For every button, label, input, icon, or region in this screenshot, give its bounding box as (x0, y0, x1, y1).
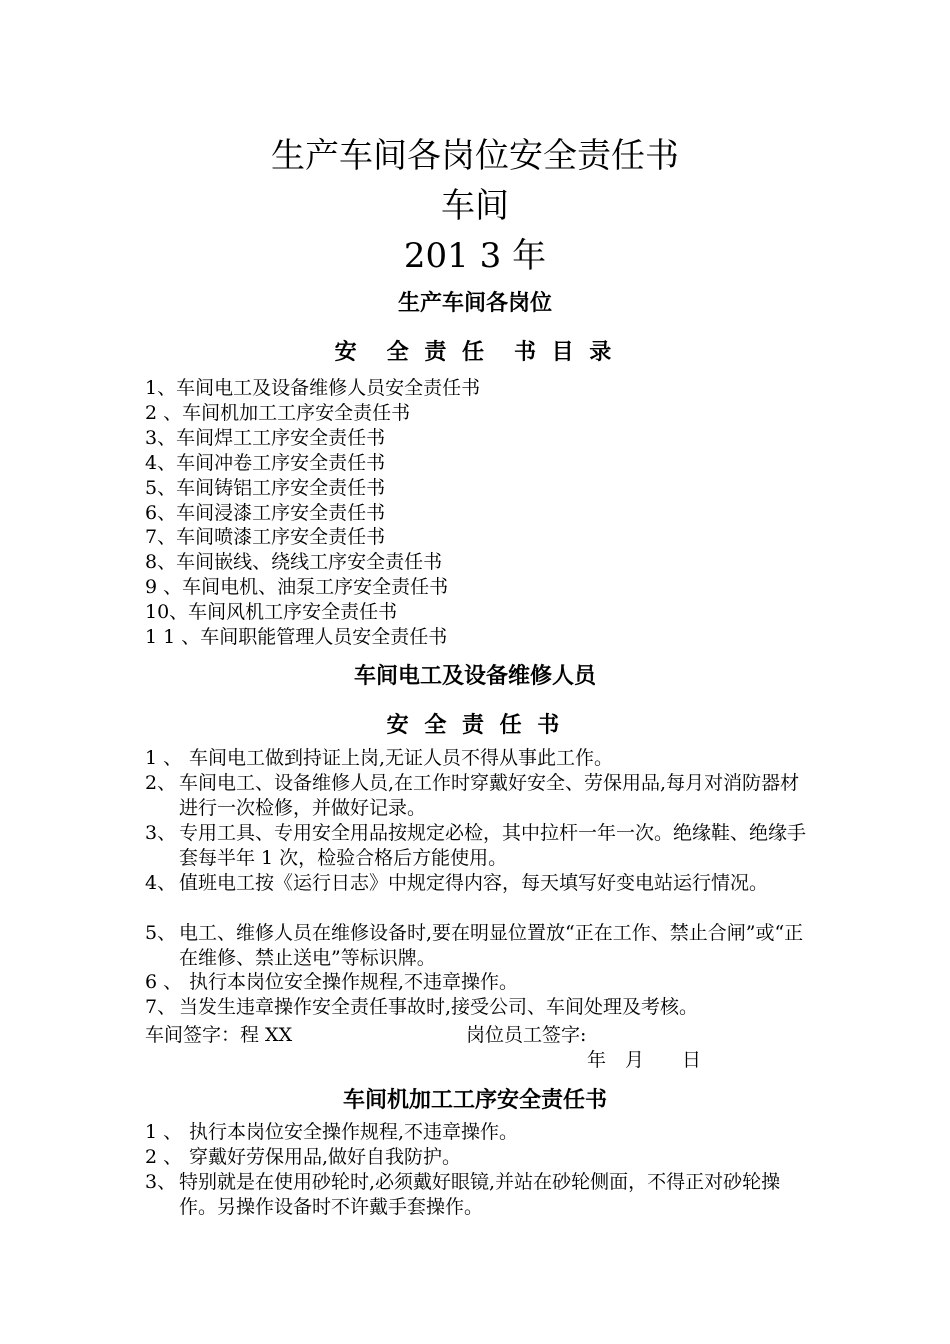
signature-date: 年 月 日 (587, 1049, 702, 1071)
toc-item: 7、车间喷漆工序安全责任书 (145, 526, 386, 548)
clause-number: 2 、 (145, 1146, 183, 1168)
toc-item: 1、车间电工及设备维修人员安全责任书 (145, 377, 481, 399)
toc-item: 8、车间嵌线、绕线工序安全责任书 (145, 551, 443, 573)
toc-item: 10、车间风机工序安全责任书 (145, 601, 398, 623)
employee-signature: 岗位员工签字: (466, 1024, 587, 1046)
section1-clause (145, 871, 810, 896)
toc-item: 5、车间铸铝工序安全责任书 (145, 477, 386, 499)
clause-number: 3、 (145, 1171, 177, 1193)
clause-number: 7、 (145, 996, 177, 1018)
clause-number: 5、 (145, 922, 177, 944)
clause-text: 车间电工做到持证上岗,无证人员不得从事此工作。 (189, 747, 614, 769)
clause-text: 当发生违章操作安全责任事故时,接受公司、车间处理及考核。 (179, 996, 699, 1018)
section1-clause (145, 771, 810, 821)
section1-clause (145, 995, 810, 1020)
section2-clause (145, 1120, 810, 1145)
workshop-label: 车间 (441, 186, 509, 226)
clause-number: 1 、 (145, 747, 183, 769)
section1-clause (145, 970, 810, 995)
clause-text: 专用工具、专用安全用品按规定必检，其中拉杆一年一次。绝缘鞋、绝缘手套每半年 1 次，检验合格后方能使用。 (179, 822, 807, 869)
toc-item: 4、车间冲卷工序安全责任书 (145, 452, 386, 474)
toc-subheading: 安 全 责 任 书 目 录 (334, 340, 616, 365)
toc-item: 3、车间焊工工序安全责任书 (145, 427, 386, 449)
clause-number: 2、 (145, 772, 177, 794)
clause-number: 3、 (145, 822, 177, 844)
toc-heading: 生产车间各岗位 (397, 291, 552, 316)
clause-text: 穿戴好劳保用品,做好自我防护。 (189, 1146, 462, 1168)
section1-clause (145, 821, 810, 871)
document-title: 生产车间各岗位安全责任书 (271, 136, 679, 176)
clause-number: 6 、 (145, 971, 183, 993)
section2-clause (145, 1145, 810, 1170)
clause-number: 1 、 (145, 1121, 183, 1143)
clause-text: 值班电工按《运行日志》中规定得内容，每天填写好变电站运行情况。 (179, 872, 769, 894)
section1-clause (145, 746, 810, 771)
workshop-signature: 车间签字：程 XX (145, 1024, 293, 1046)
clause-text: 车间电工、设备维修人员,在工作时穿戴好安全、劳保用品,每月对消防器材进行一次检修，并做好记录。 (179, 772, 800, 819)
clause-text: 特别就是在使用砂轮时,必须戴好眼镜,并站在砂轮侧面，不得正对砂轮操作。另操作设备时不许戴手套操作。 (179, 1171, 781, 1218)
section1-subheading: 安 全 责 任 书 (386, 713, 564, 738)
toc-item: 6、车间浸漆工序安全责任书 (145, 502, 386, 524)
toc-item: 2 、车间机加工工序安全责任书 (145, 402, 411, 424)
clause-text: 执行本岗位安全操作规程,不违章操作。 (189, 1121, 519, 1143)
section2-heading: 车间机加工工序安全责任书 (342, 1088, 607, 1113)
section1-heading: 车间电工及设备维修人员 (353, 664, 596, 689)
clause-text: 执行本岗位安全操作规程,不违章操作。 (189, 971, 519, 993)
toc-item: 1 1 、车间职能管理人员安全责任书 (145, 626, 448, 648)
clause-number: 4、 (145, 872, 177, 894)
section1-clause (145, 921, 810, 971)
section2-clause (145, 1170, 810, 1220)
year-label: 201 3 年 (403, 236, 547, 276)
clause-text: 电工、维修人员在维修设备时,要在明显位置放“正在工作、禁止合闸”或“正在维修、禁止送电”等标识牌。 (179, 922, 804, 969)
toc-item: 9 、车间电机、油泵工序安全责任书 (145, 576, 449, 598)
